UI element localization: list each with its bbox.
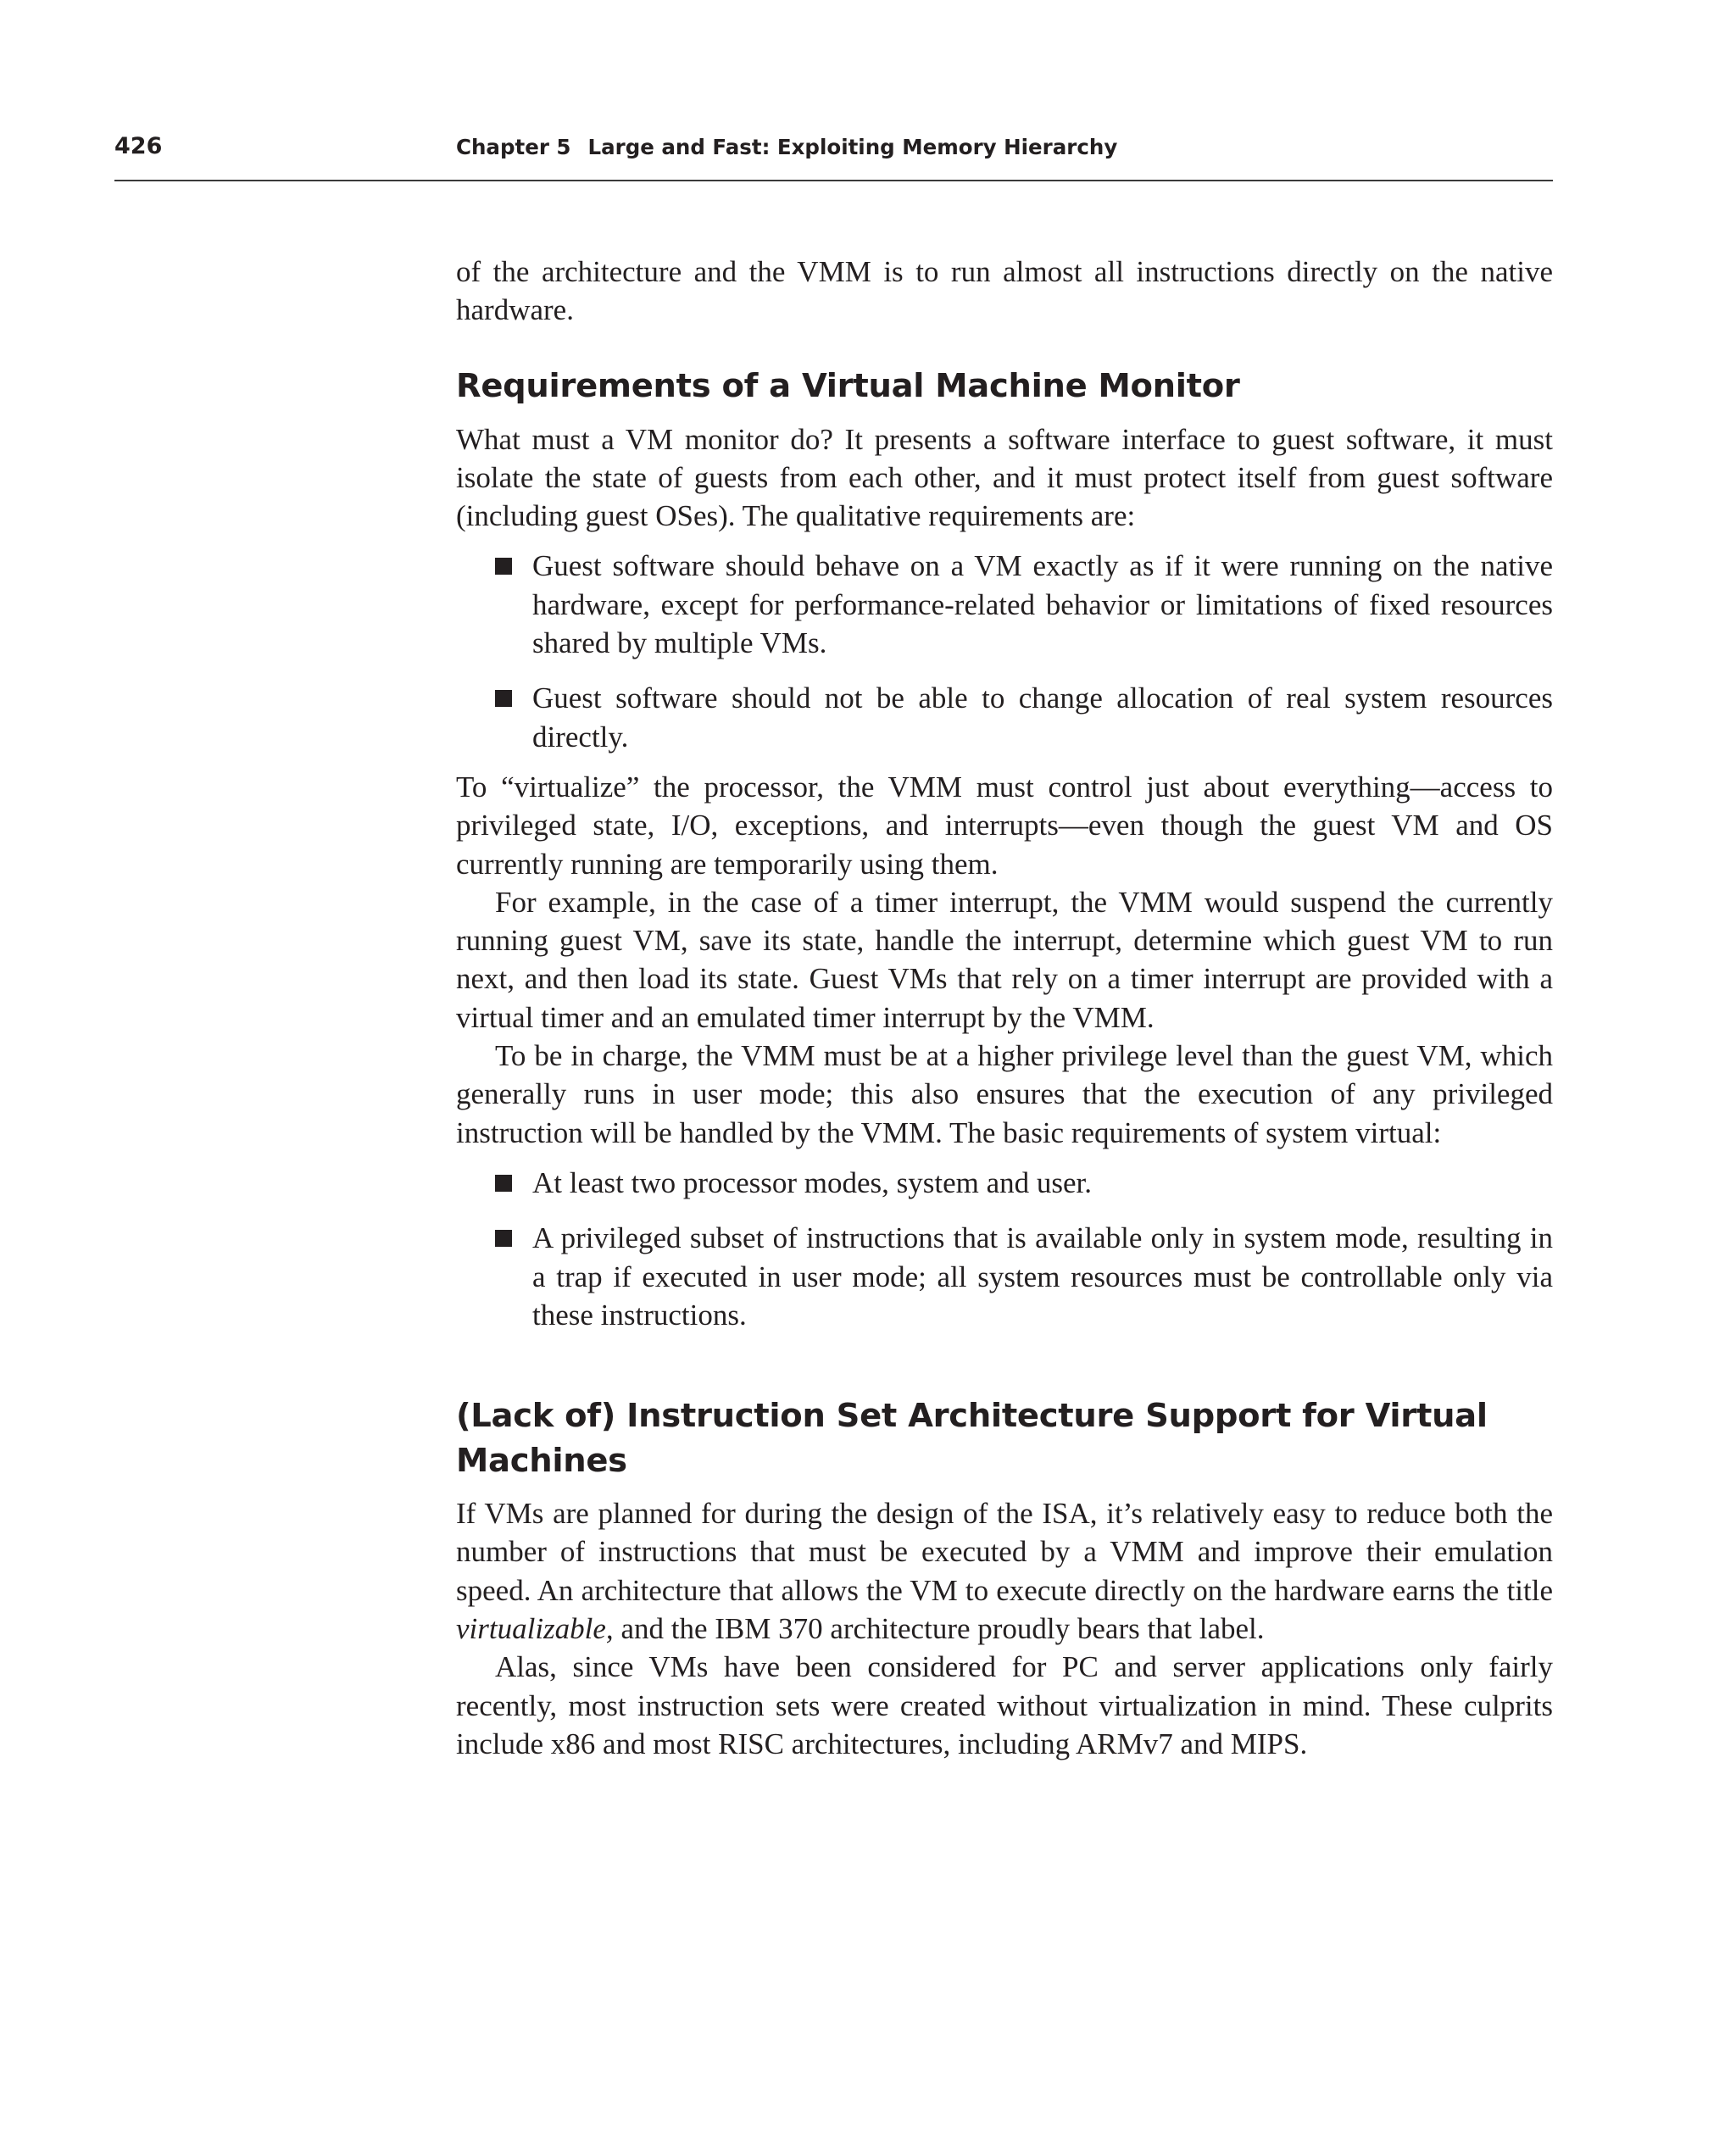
list-item-text: A privileged subset of instructions that is available only in system mode, resulting in a trap if executed in user mode; all system resources must be controllable only via these instructions. [532,1221,1553,1332]
body-paragraph: To “virtualize” the processor, the VMM must control just about everything—access to privileged state, I/O, exceptions, and interrupts—even though the guest VM and OS currently running are temporarily using them. [456,770,1553,881]
body-paragraph: Alas, since VMs have been considered for PC and server applications only fairly recently, most instruction sets were created without virtualization in mind. These culprits include x86 and most RISC architectures, including ARMv7 and MIPS. [456,1650,1553,1760]
paragraph-text: and the IBM 370 architecture proudly bears that label. [613,1612,1265,1646]
body-paragraph [456,1494,1553,1648]
square-bullet-icon [495,1175,512,1192]
body-paragraph: To be in charge, the VMM must be at a higher privilege level than the guest VM, which generally runs in user mode; this also ensures that the execution of any privileged instruction will be handled by the VMM. The basic requirements of system virtual: [456,1039,1553,1149]
chapter-title: Large and Fast: Exploiting Memory Hierarchy [587,135,1118,159]
section-heading-vmm-requirements: Requirements of a Virtual Machine Monitor [456,366,1240,405]
term-virtualizable: virtualizable, [456,1612,614,1646]
square-bullet-icon [495,1230,512,1247]
section-heading-isa-support: (Lack of) Instruction Set Architecture Support for Virtual Machines [456,1397,1488,1481]
list-item-text: Guest software should behave on a VM exactly as if it were running on the native hardware, except for performance-related behavior or limitations of fixed resources shared by multiple VMs. [532,549,1553,660]
square-bullet-icon [495,558,512,575]
list-item [456,679,1553,756]
body-paragraph: For example, in the case of a timer interrupt, the VMM would suspend the currently running guest VM, save its state, handle the interrupt, determine which guest VM to run next, and then load its state. Guest VMs that rely on a timer interrupt are provided with a virtual timer and an emulated timer interrupt by the VMM. [456,885,1553,1034]
paragraph-text: If VMs are planned for during the design of the ISA, it’s relatively easy to reduce both the number of instructions that must be executed by a VMM and improve their emulation speed. An architecture that allows the VM to execute directly on the hardware earns the title [456,1497,1553,1607]
list-item [456,547,1553,662]
list-item [456,1164,1553,1202]
body-paragraph: What must a VM monitor do? It presents a software interface to guest software, it must isolate the state of guests from each other, and it must protect itself from guest software (including guest OSes). The qualitative requirements are: [456,422,1553,533]
header-rule [114,180,1553,181]
page-body [456,253,1553,1763]
running-head [456,134,1117,161]
page-number: 426 [114,133,163,159]
list-item-text: Guest software should not be able to change allocation of real system resources directly. [532,681,1553,754]
bullet-list [456,547,1553,755]
square-bullet-icon [495,690,512,707]
list-item [456,1219,1553,1334]
intro-paragraph: of the architecture and the VMM is to run almost all instructions directly on the native hardware. [456,255,1553,327]
chapter-label: Chapter 5 [456,135,571,159]
bullet-list [456,1164,1553,1334]
list-item-text: At least two processor modes, system and user. [532,1165,1093,1199]
